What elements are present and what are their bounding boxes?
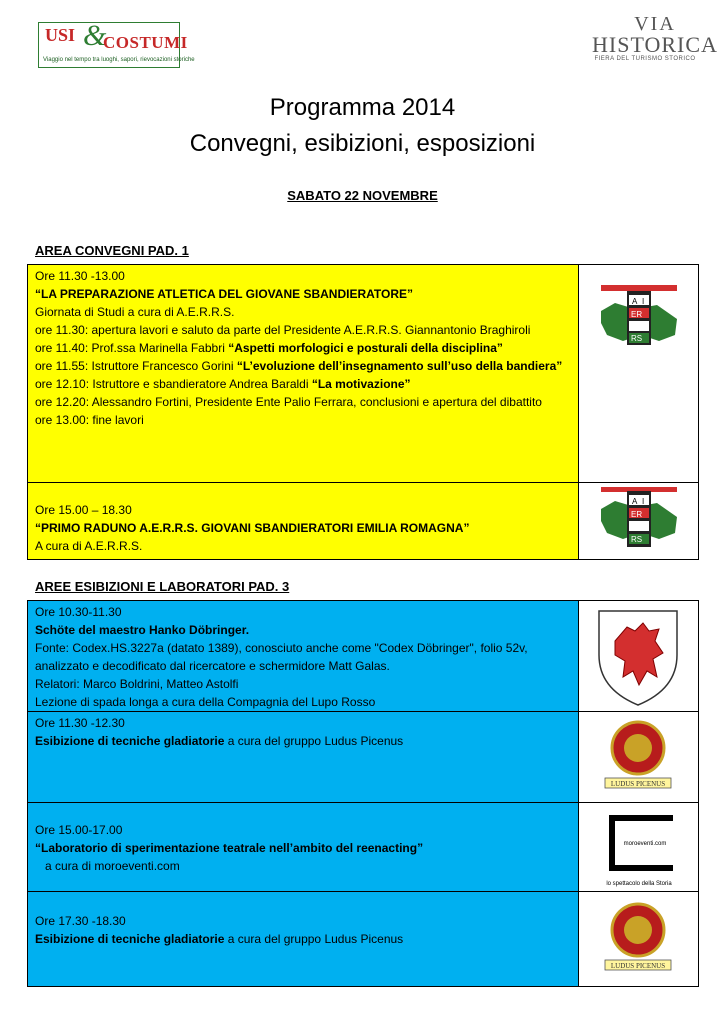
time-range: Ore 10.30-11.30 xyxy=(35,605,122,619)
logo-usi-text: USI xyxy=(45,25,76,45)
time-range: Ore 15.00 – 18.30 xyxy=(35,503,132,517)
event-organizer: Lezione di spada longa a cura della Compagnia del Lupo Rosso xyxy=(35,695,376,709)
moro-caption: lo spettacolo della Storia xyxy=(606,881,672,887)
aerrs-letter: RS xyxy=(631,334,643,343)
schedule-speaker: ore 12.10: Istruttore e sbandieratore Andrea Baraldi xyxy=(35,377,312,391)
via-historica-logo xyxy=(592,13,718,66)
schedule-item xyxy=(35,357,571,375)
table-row xyxy=(28,712,698,803)
table-row xyxy=(28,803,698,892)
schedule-topic: “Aspetti morfologici e posturali della disciplina” xyxy=(228,341,503,355)
moroeventi-logo xyxy=(579,803,698,891)
ludus-picenus-logo xyxy=(579,712,698,802)
schedule-topic: “L’evoluzione dell’insegnamento sull’uso della bandiera” xyxy=(236,359,563,373)
row-text-cell xyxy=(28,712,579,802)
aerrs-letter: ER xyxy=(631,510,643,519)
convegni-table xyxy=(27,264,699,560)
aerrs-letter: ER xyxy=(631,310,643,319)
event-title: Esibizione di tecniche gladiatorie xyxy=(35,932,225,946)
page-title: Programma 2014 xyxy=(269,94,456,121)
table-row xyxy=(28,601,698,712)
table-row xyxy=(28,892,698,986)
schedule-speaker: ore 11.40: Prof.ssa Marinella Fabbri xyxy=(35,341,229,355)
event-title: Esibizione di tecniche gladiatorie xyxy=(35,734,225,748)
aerrs-letter: I xyxy=(642,297,645,306)
esibizioni-table xyxy=(27,600,699,987)
table-row xyxy=(28,483,698,559)
row-text-cell xyxy=(28,265,579,482)
event-organizer: a cura del gruppo Ludus Picenus xyxy=(224,932,404,946)
event-title: “LA PREPARAZIONE ATLETICA DEL GIOVANE SBANDIERATORE” xyxy=(35,287,414,301)
row-text-cell xyxy=(28,483,579,559)
schedule-item: ore 11.30: apertura lavori e saluto da parte del Presidente A.E.R.R.S. Giannantonio Braghiroli xyxy=(35,323,531,337)
event-line xyxy=(35,732,571,750)
aerrs-letter: I xyxy=(642,497,645,506)
event-speakers: Relatori: Marco Boldrini, Matteo Astolfi xyxy=(35,677,239,691)
event-title: “Laboratorio di sperimentazione teatrale nell’ambito del reenacting” xyxy=(35,841,424,855)
usi-costumi-logo xyxy=(38,19,195,68)
time-range: Ore 11.30 -12.30 xyxy=(35,716,125,730)
event-organizer: a cura di moroeventi.com xyxy=(45,859,180,873)
logo-via-text: VIA xyxy=(634,13,676,35)
logo-costumi-text: COSTUMI xyxy=(103,33,188,52)
event-date: SABATO 22 NOVEMBRE xyxy=(287,188,438,203)
event-title: “PRIMO RADUNO A.E.R.R.S. GIOVANI SBANDIERATORI EMILIA ROMAGNA” xyxy=(35,521,470,535)
logo-via-sub: FIERA DEL TURISMO STORICO xyxy=(594,56,696,62)
schedule-item xyxy=(35,339,571,357)
lupo-rosso-shield-icon xyxy=(579,601,698,711)
aerrs-letter: A xyxy=(632,497,638,506)
row-text-cell xyxy=(28,892,579,986)
schedule-topic: “La motivazione” xyxy=(311,377,411,391)
event-organizer: A cura di A.E.R.R.S. xyxy=(35,539,143,553)
row-text-cell xyxy=(28,803,579,891)
logo-historica-text: HISTORICA xyxy=(592,32,718,57)
schedule-item: ore 12.20: Alessandro Fortini, Presidente Ente Palio Ferrara, conclusioni e apertura del dibattito xyxy=(35,395,542,409)
event-organizer: a cura del gruppo Ludus Picenus xyxy=(224,734,404,748)
row-text-cell xyxy=(28,601,579,711)
ludus-label: LUDUS PICENUS xyxy=(610,780,666,788)
aerrs-logo xyxy=(579,265,698,482)
logo-tagline: Viaggio nel tempo tra luoghi, sapori, rievocazioni storiche xyxy=(43,57,195,63)
schedule-item xyxy=(35,375,571,393)
section-heading-convegni: AREA CONVEGNI PAD. 1 xyxy=(35,243,189,258)
logo-amp-text: & xyxy=(83,19,107,52)
schedule-speaker: ore 11.55: Istruttore Francesco Gorini xyxy=(35,359,237,373)
aerrs-letter: A xyxy=(632,297,638,306)
ludus-label: LUDUS PICENUS xyxy=(610,962,666,970)
table-row xyxy=(28,265,698,483)
event-organizer: Giornata di Studi a cura di A.E.R.R.S. xyxy=(35,305,235,319)
aerrs-logo xyxy=(579,483,698,559)
ludus-picenus-logo xyxy=(579,892,698,986)
page-subtitle: Convegni, esibizioni, esposizioni xyxy=(189,130,536,157)
event-source: Fonte: Codex.HS.3227a (datato 1389), conosciuto anche come "Codex Döbringer", folio 52v, analizzato e decodificato dal ricercatore e schermidore Matt Galas. xyxy=(35,641,528,673)
schedule-item: ore 13.00: fine lavori xyxy=(35,413,144,427)
time-range: Ore 17.30 -18.30 xyxy=(35,914,126,928)
section-heading-esibizioni: AREE ESIBIZIONI E LABORATORI PAD. 3 xyxy=(35,579,290,594)
time-range: Ore 15.00-17.00 xyxy=(35,823,123,837)
event-title: Schöte del maestro Hanko Döbringer. xyxy=(35,623,250,637)
aerrs-letter: RS xyxy=(631,535,643,544)
time-range: Ore 11.30 -13.00 xyxy=(35,269,125,283)
event-line xyxy=(35,930,571,948)
moro-site: moroeventi.com xyxy=(623,841,667,847)
